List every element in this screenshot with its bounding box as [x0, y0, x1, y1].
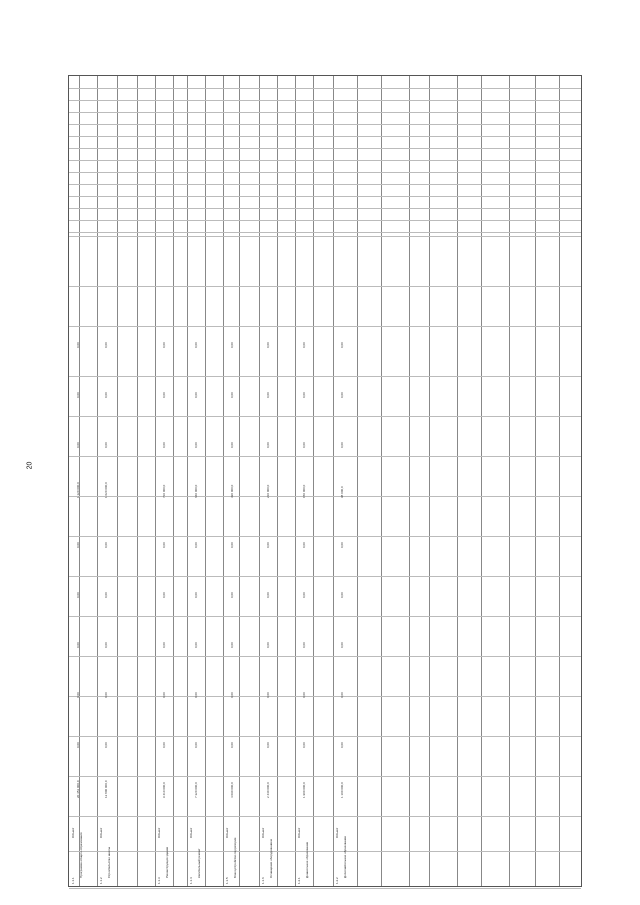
body-gridline	[69, 326, 581, 327]
cell-value: 0,00	[194, 692, 198, 698]
row-label: Дошкольное образование	[305, 841, 309, 878]
column-separator	[239, 76, 240, 886]
cell-value: 0,00	[340, 442, 344, 448]
cell-value: 2 440 000,0	[266, 782, 270, 798]
cell-value: 0,00	[230, 592, 234, 598]
cell-value: 640 000,0	[194, 484, 198, 498]
cell-value: 0,00	[76, 742, 80, 748]
body-gridline	[69, 286, 581, 287]
header-gridline	[69, 172, 581, 173]
header-gridline	[69, 136, 581, 137]
cell-value: 0,00	[230, 692, 234, 698]
cell-value: 0,00	[230, 742, 234, 748]
cell-value: 0,00	[302, 542, 306, 548]
cell-value: 1 020 000,0	[104, 482, 108, 498]
row-unit: Объект	[297, 827, 301, 838]
cell-value: 0,00	[162, 742, 166, 748]
cell-value: 9 410 000,0	[162, 782, 166, 798]
column-separator	[205, 76, 206, 886]
cell-value: 0,00	[302, 592, 306, 598]
cell-value: 7 320 000,0	[194, 782, 198, 798]
cell-value: 0,00	[340, 342, 344, 348]
cell-value: 0,00	[340, 642, 344, 648]
row-label: Дополнительное образование	[343, 835, 347, 878]
cell-value: 0,00	[230, 392, 234, 398]
budget-table	[68, 75, 582, 887]
column-separator	[409, 76, 410, 886]
cell-value: 0,00	[194, 342, 198, 348]
row-unit: Объект	[261, 827, 265, 838]
cell-value: 0,00	[76, 592, 80, 598]
column-separator	[535, 76, 536, 886]
cell-value: 0,00	[266, 692, 270, 698]
row-code: 1.1.6	[261, 877, 265, 884]
column-separator	[381, 76, 382, 886]
header-gridline	[69, 196, 581, 197]
cell-value: 0,00	[230, 542, 234, 548]
body-gridline	[69, 576, 581, 577]
column-separator	[223, 76, 224, 886]
cell-value: 0,00	[104, 392, 108, 398]
row-unit: Объект	[71, 827, 75, 838]
cell-value: 0,00	[302, 442, 306, 448]
row-unit: Объект	[157, 827, 161, 838]
body-gridline	[69, 456, 581, 457]
cell-value: 1 120 000,0	[76, 482, 80, 498]
body-gridline	[69, 656, 581, 657]
cell-value: 0,00	[194, 392, 198, 398]
cell-value: 0,00	[230, 342, 234, 348]
cell-value: 0,00	[194, 742, 198, 748]
cell-value: 0,00	[302, 342, 306, 348]
cell-value: 0,00	[340, 592, 344, 598]
cell-value: 0,00	[76, 692, 80, 698]
body-gridline	[69, 416, 581, 417]
cell-value: 390 000,0	[230, 484, 234, 498]
row-code: 1.2.1	[297, 877, 301, 884]
column-separator	[457, 76, 458, 886]
cell-value: 0,00	[340, 692, 344, 698]
column-separator	[173, 76, 174, 886]
header-gridline	[69, 88, 581, 89]
column-separator	[97, 76, 98, 886]
header-gridline	[69, 184, 581, 185]
header-gridline	[69, 100, 581, 101]
cell-value: 0,00	[194, 592, 198, 598]
cell-value: 1 900 000,0	[302, 782, 306, 798]
body-gridline	[69, 696, 581, 697]
body-gridline	[69, 616, 581, 617]
column-separator	[155, 76, 156, 886]
row-label: Капитальный ремонт	[197, 848, 201, 878]
cell-value: 0,00	[162, 392, 166, 398]
cell-value: 0,00	[104, 642, 108, 648]
cell-value: 0,00	[162, 592, 166, 598]
body-gridline	[69, 736, 581, 737]
body-gridline	[69, 816, 581, 817]
header-gridline	[69, 232, 581, 233]
cell-value: 1 100 000,0	[340, 782, 344, 798]
row-label: Строительство школы	[107, 847, 111, 878]
cell-value: 0,00	[104, 742, 108, 748]
column-separator	[79, 76, 80, 886]
cell-value: 0,00	[266, 342, 270, 348]
row-unit: Объект	[189, 827, 193, 838]
header-gridline	[69, 208, 581, 209]
cell-value: 0,00	[104, 542, 108, 548]
cell-value: 0,00	[266, 592, 270, 598]
column-separator	[295, 76, 296, 886]
column-separator	[313, 76, 314, 886]
cell-value: 0,00	[162, 642, 166, 648]
cell-value: 0,00	[104, 442, 108, 448]
body-gridline	[69, 851, 581, 852]
cell-value: 0,00	[230, 442, 234, 448]
body-gridline	[69, 536, 581, 537]
cell-value: 0,00	[76, 392, 80, 398]
column-separator	[509, 76, 510, 886]
body-gridline	[69, 376, 581, 377]
body-gridline	[69, 888, 581, 889]
cell-value: 0,00	[76, 442, 80, 448]
row-code: 1.1.1	[71, 877, 75, 884]
cell-value: 0,00	[162, 342, 166, 348]
cell-value: 0,00	[266, 542, 270, 548]
row-label: Благоустройство территории	[233, 837, 237, 878]
body-gridline	[69, 496, 581, 497]
column-separator	[559, 76, 560, 886]
cell-value: 0,00	[104, 342, 108, 348]
header-gridline	[69, 148, 581, 149]
cell-value: 0,00	[162, 692, 166, 698]
column-separator	[259, 76, 260, 886]
column-separator	[187, 76, 188, 886]
cell-value: 12 800 000,0	[104, 780, 108, 798]
cell-value: 150 000,0	[302, 484, 306, 498]
cell-value: 0,00	[340, 392, 344, 398]
column-separator	[137, 76, 138, 886]
cell-value: 710 000,0	[162, 484, 166, 498]
cell-value: 0,00	[194, 642, 198, 648]
column-separator	[357, 76, 358, 886]
column-separator	[429, 76, 430, 886]
cell-value: 210 000,0	[266, 484, 270, 498]
cell-value: 0,00	[76, 342, 80, 348]
cell-value: 0,00	[104, 692, 108, 698]
column-separator	[117, 76, 118, 886]
cell-value: 0,00	[76, 542, 80, 548]
cell-value: 0,00	[194, 442, 198, 448]
row-unit: Объект	[335, 827, 339, 838]
cell-value: 4 090 000,0	[230, 782, 234, 798]
cell-value: 0,00	[302, 392, 306, 398]
row-code: 1.1.3	[157, 877, 161, 884]
cell-value: 0,00	[302, 742, 306, 748]
body-gridline	[69, 236, 581, 237]
cell-value: 0,00	[194, 542, 198, 548]
page-number: 20	[26, 461, 34, 470]
column-separator	[333, 76, 334, 886]
cell-value: 0,00	[266, 442, 270, 448]
cell-value: 0,00	[340, 742, 344, 748]
cell-value: 0,00	[230, 642, 234, 648]
body-gridline	[69, 776, 581, 777]
cell-value: 0,00	[162, 542, 166, 548]
row-label: Программа общего образования	[79, 832, 83, 878]
cell-value: 0,00	[302, 692, 306, 698]
cell-value: 0,00	[162, 442, 166, 448]
row-unit: Объект	[99, 827, 103, 838]
header-gridline	[69, 112, 581, 113]
header-gridline	[69, 160, 581, 161]
cell-value: 0,00	[76, 642, 80, 648]
row-code: 1.1.2	[99, 877, 103, 884]
cell-value: 20 451 000,0	[76, 780, 80, 798]
row-code: 1.2.2	[335, 877, 339, 884]
cell-value: 0,00	[302, 642, 306, 648]
cell-value: 0,00	[266, 392, 270, 398]
column-separator	[277, 76, 278, 886]
row-unit: Объект	[225, 827, 229, 838]
header-gridline	[69, 220, 581, 221]
cell-value: 0,00	[340, 542, 344, 548]
row-code: 1.1.5	[225, 877, 229, 884]
row-label: Реконструкция здания	[165, 846, 169, 878]
cell-value: 0,00	[266, 642, 270, 648]
cell-value: 0,00	[266, 742, 270, 748]
row-code: 1.1.4	[189, 877, 193, 884]
header-gridline	[69, 124, 581, 125]
cell-value: 98 000,0	[340, 486, 344, 498]
column-separator	[481, 76, 482, 886]
cell-value: 0,00	[104, 592, 108, 598]
row-label: Оснащение оборудованием	[269, 839, 273, 878]
